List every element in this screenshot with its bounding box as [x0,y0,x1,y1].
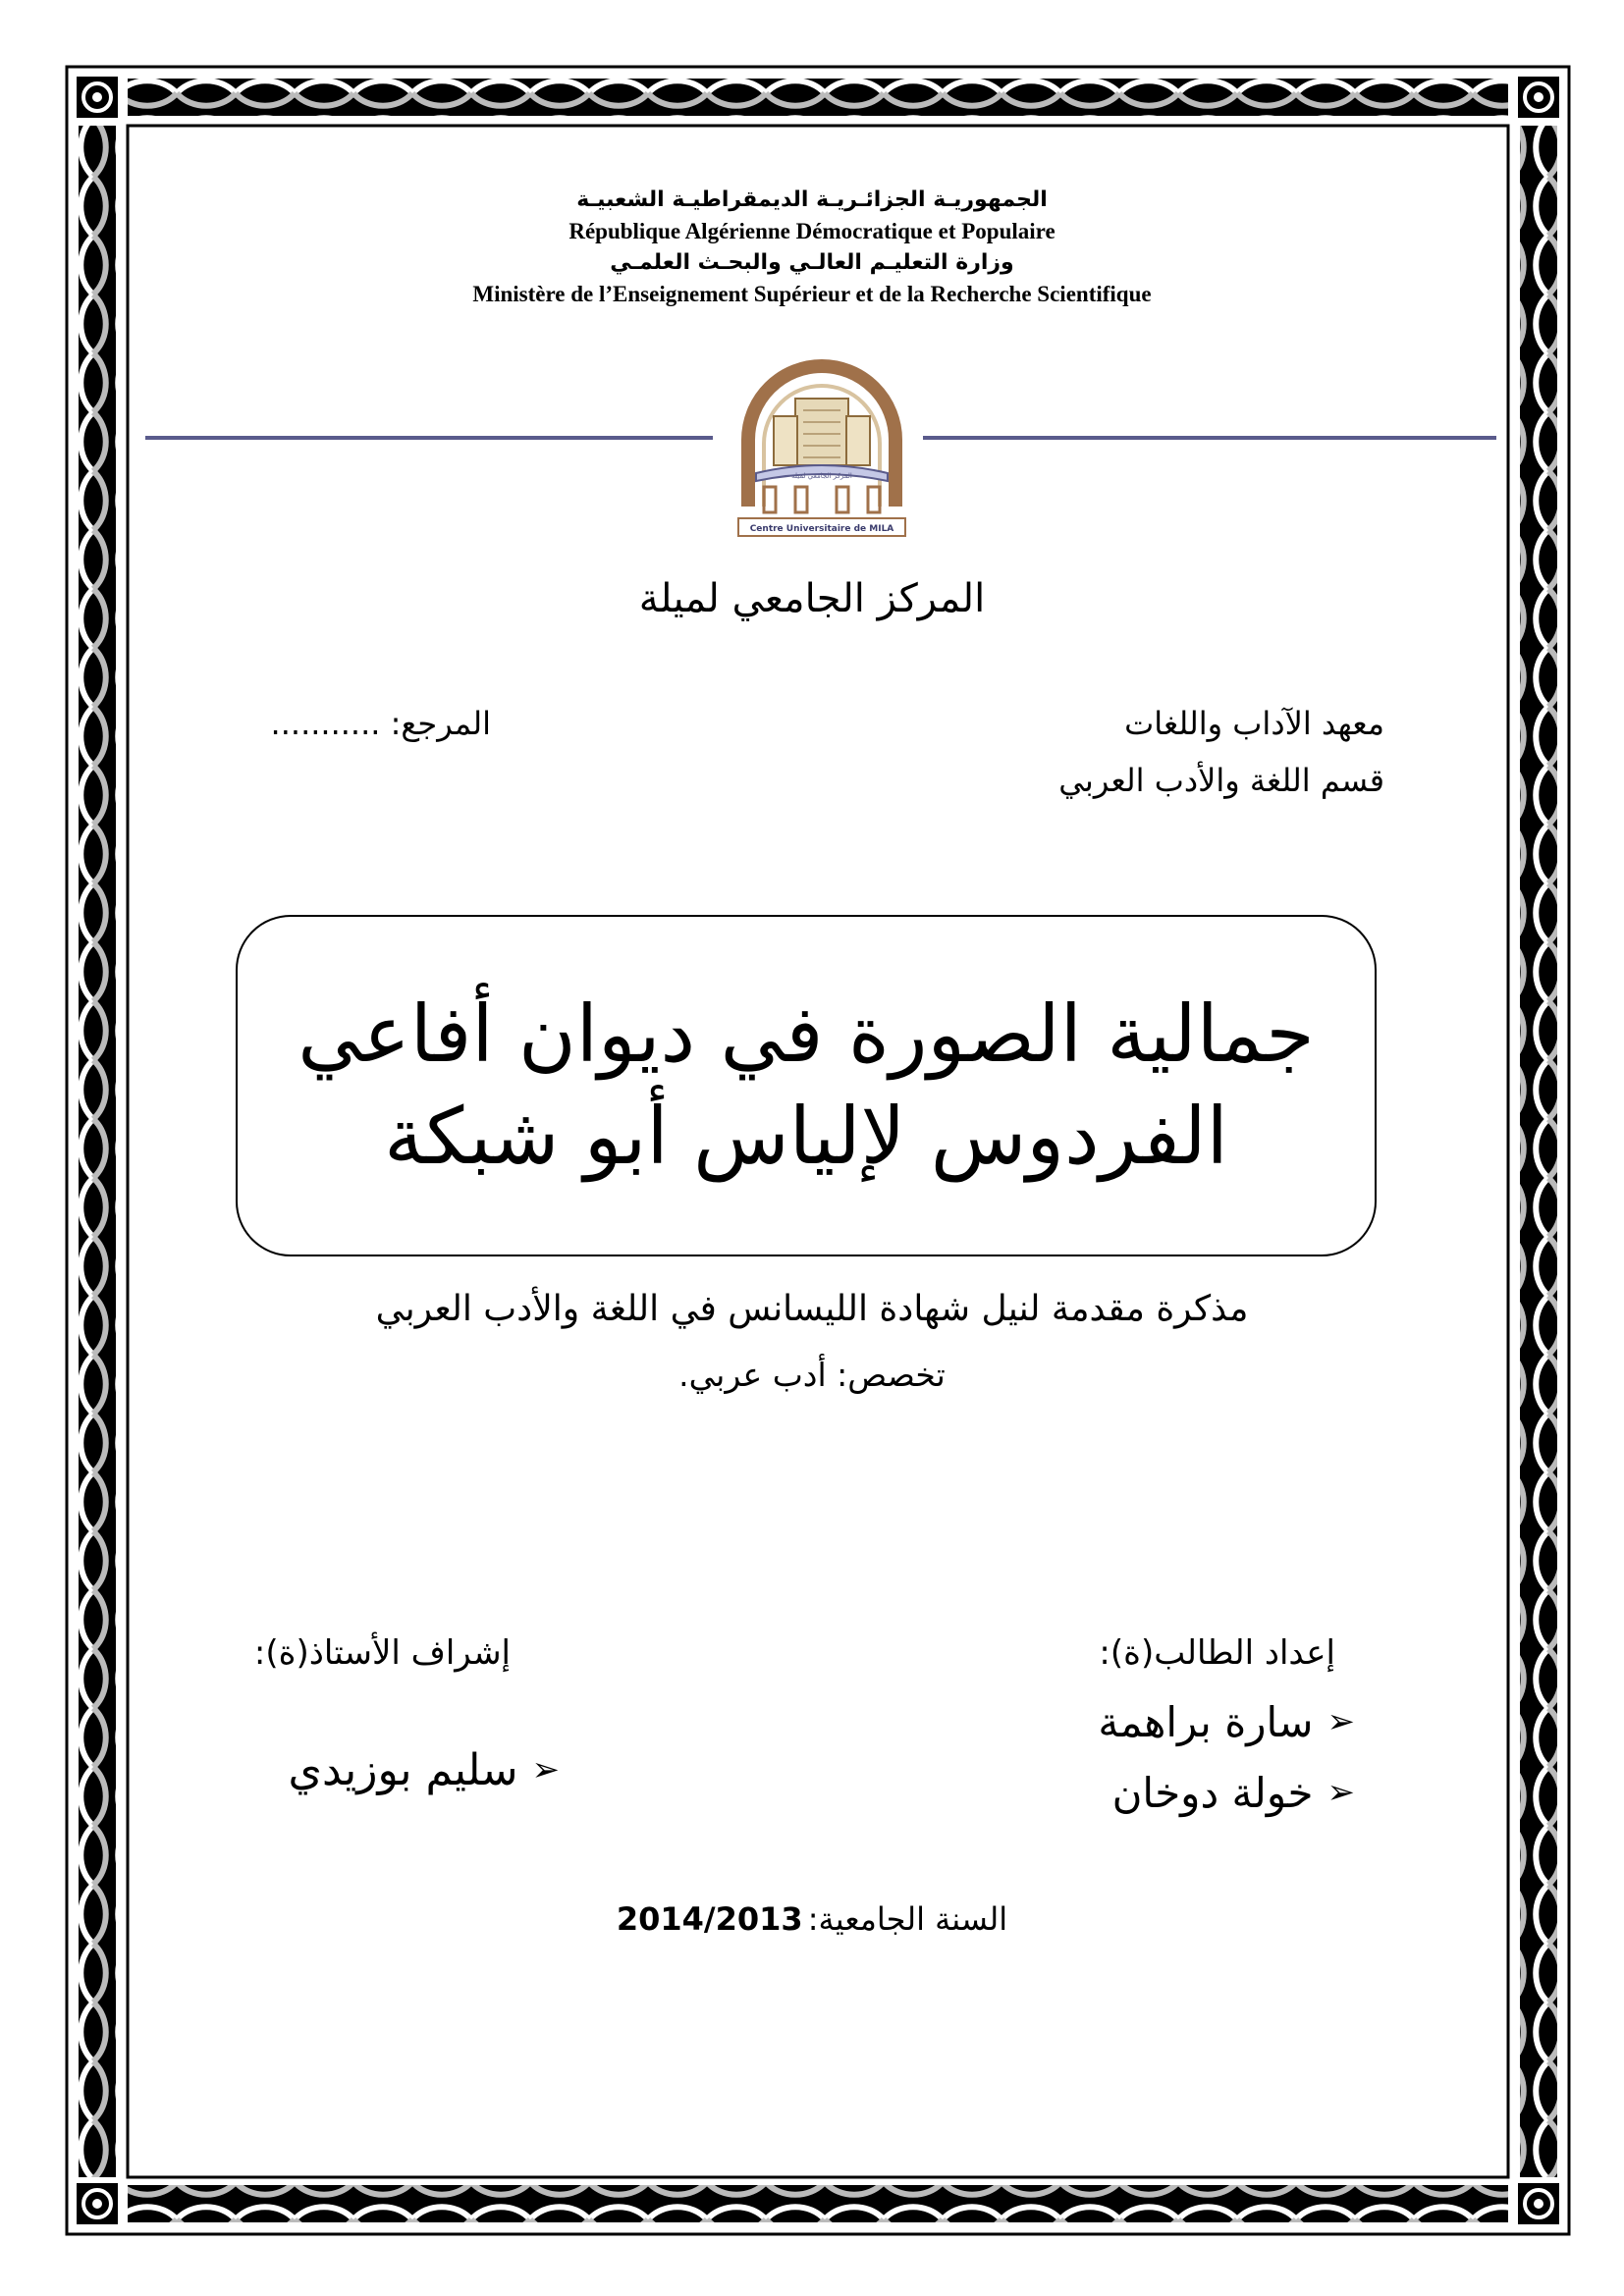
students-list [923,1690,1355,1824]
corner-ornament-icon [1518,2183,1559,2224]
list-item [226,1737,560,1802]
university-logo [734,359,909,540]
supervisor-name: سليم بوزيدي [288,1744,518,1795]
academic-year-value: 2014/2013 [616,1900,803,1938]
student-name: خولة دوخان [1111,1768,1314,1817]
chevron-right-icon: ➢ [531,1750,560,1789]
logo-inner-text: المركز الجامعي لميلة [791,472,852,480]
degree-statement: مذكرة مقدمة لنيل شهادة الليسانس في اللغة والأدب العربي [375,1289,1249,1329]
corner-ornament-icon [77,77,118,118]
student-name: سارة براهمة [1098,1697,1314,1746]
list-item [923,1690,1355,1753]
institution-name: المركز الجامعي لميلة [638,576,986,621]
academic-year-label: السنة الجامعية: [807,1900,1008,1938]
republic-arabic: الجمهوريـة الجزائـريـة الديمقراطيـة الشعبيـة [576,187,1048,212]
corner-ornament-icon [1518,77,1559,118]
thesis-title-line-1: جمالية الصورة في ديوان أفاعي [298,988,1315,1080]
reference-field: المرجع: ........... [270,705,491,742]
logo-caption: Centre Universitaire de MILA [749,524,894,534]
header-block [295,185,1329,310]
specialty: تخصص: أدب عربي. [678,1356,946,1394]
academic-year [491,1900,1133,1938]
ministry-arabic: وزارة التعليـم العالـي والبحـث العلمـي [610,250,1014,275]
supervisor-label: إشراف الأستاذ(ة): [253,1633,511,1673]
title-box [236,915,1377,1256]
institute-name: معهد الآداب واللغات [1124,705,1384,742]
republic-french: République Algérienne Démocratique et Populaire [568,219,1056,243]
header-rule-right [923,436,1496,440]
chevron-right-icon: ➢ [1326,1773,1355,1812]
list-item [923,1761,1355,1824]
corner-ornament-icon [77,2183,118,2224]
header-rule-left [145,436,713,440]
chevron-right-icon: ➢ [1326,1702,1355,1741]
supervisor-block [226,1737,560,1802]
department-name: قسم اللغة والأدب العربي [1058,762,1384,799]
ministry-french: Ministère de l’Enseignement Supérieur et de la Recherche Scientifique [472,282,1152,306]
thesis-title-line-2: الفردوس لإلياس أبو شبكة [384,1091,1228,1182]
students-label: إعداد الطالب(ة): [1099,1633,1335,1673]
